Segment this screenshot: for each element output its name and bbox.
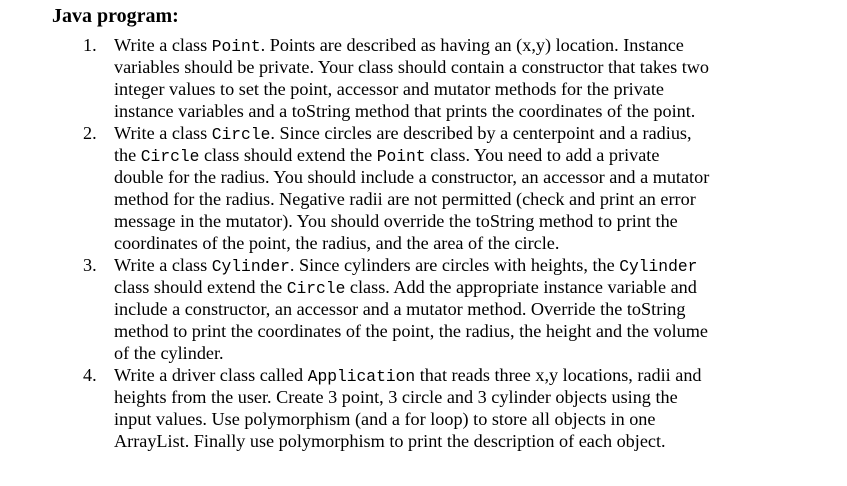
text-segment: method for the radius. Negative radii are not permitted (check and print an error	[114, 189, 696, 209]
list-item-line	[114, 188, 696, 210]
list-item-number: 2.	[83, 123, 97, 143]
list-item-number: 1.	[83, 35, 97, 55]
list-item-line	[114, 144, 659, 168]
text-segment: class should extend the	[199, 145, 377, 165]
code-identifier: Circle	[211, 125, 271, 144]
text-segment: instance variables and a toString method that prints the coordinates of the point.	[114, 101, 696, 121]
page-title: Java program:	[52, 5, 179, 27]
list-item-line	[114, 100, 695, 122]
list-item-line	[114, 254, 697, 278]
text-segment: class. Add the appropriate instance variable and	[345, 277, 697, 297]
text-segment: coordinates of the point, the radius, and the area of the circle.	[114, 233, 560, 253]
text-segment: variables should be private. Your class should contain a constructor that takes two	[114, 57, 710, 77]
list-item-line	[114, 276, 697, 300]
list-item-line	[114, 408, 655, 430]
code-identifier: Circle	[286, 279, 346, 298]
text-segment: ArrayList. Finally use polymorphism to print the description of each object.	[114, 431, 666, 451]
text-segment: include a constructor, an accessor and a mutator method. Override the toString	[114, 299, 686, 319]
text-segment: method to print the coordinates of the point, the radius, the height and the volume	[114, 321, 708, 341]
text-segment: . Since circles are described by a centerpoint and a radius,	[270, 123, 692, 143]
text-segment: Write a class	[114, 255, 212, 275]
list-item-line	[114, 78, 664, 100]
list-item-line	[114, 210, 678, 232]
list-item-number: 3.	[83, 255, 97, 275]
list-item-line	[114, 56, 709, 78]
text-segment: double for the radius. You should include a constructor, an accessor and a mutator	[114, 167, 710, 187]
text-segment: integer values to set the point, accessor and mutator methods for the private	[114, 79, 665, 99]
text-segment: class. You need to add a private	[425, 145, 660, 165]
list-item-line	[114, 34, 684, 58]
code-identifier: Circle	[140, 147, 200, 166]
text-segment: Write a driver class called	[114, 365, 308, 385]
text-segment: of the cylinder.	[114, 343, 224, 363]
code-identifier: Cylinder	[619, 257, 698, 276]
list-item-line	[114, 320, 708, 342]
text-segment: input values. Use polymorphism (and a for loop) to store all objects in one	[114, 409, 656, 429]
text-segment: . Points are described as having an (x,y) location. Instance	[260, 35, 684, 55]
list-item-line	[114, 232, 559, 254]
text-segment: the	[114, 145, 141, 165]
text-segment: heights from the user. Create 3 point, 3 circle and 3 cylinder objects using the	[114, 387, 678, 407]
text-segment: class should extend the	[114, 277, 287, 297]
list-item-line	[114, 298, 686, 320]
text-segment: Write a class	[114, 123, 212, 143]
text-segment: message in the mutator). You should override the toString method to print the	[114, 211, 678, 231]
list-item-line	[114, 166, 709, 188]
list-item-line	[114, 364, 702, 388]
list-item-line	[114, 122, 692, 146]
list-item-number: 4.	[83, 365, 97, 385]
text-segment: Write a class	[114, 35, 212, 55]
list-item-line	[114, 386, 678, 408]
code-identifier: Application	[307, 367, 416, 386]
code-identifier: Point	[211, 37, 261, 56]
text-segment: . Since cylinders are circles with heights, the	[289, 255, 620, 275]
code-identifier: Point	[376, 147, 426, 166]
list-item-line	[114, 342, 224, 364]
list-item-line	[114, 430, 666, 452]
code-identifier: Cylinder	[211, 257, 290, 276]
text-segment: that reads three x,y locations, radii and	[415, 365, 702, 385]
